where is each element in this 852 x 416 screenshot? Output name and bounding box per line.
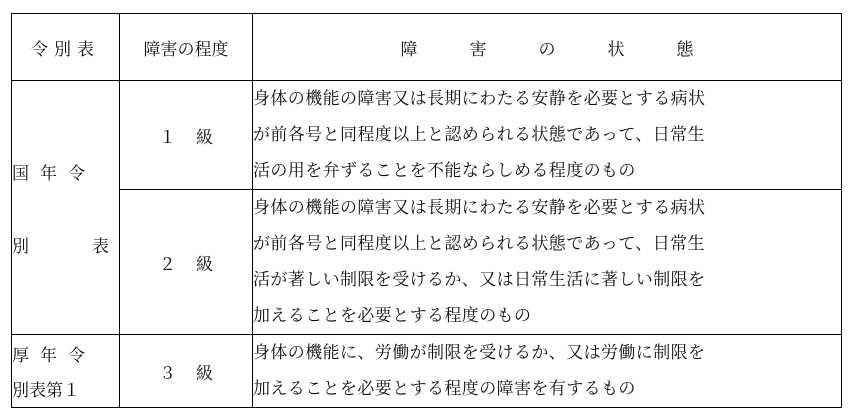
- law-section-char: 別: [12, 236, 29, 257]
- description-line: 身体の機能の障害又は長期にわたる安静を必要とする病状: [253, 198, 706, 218]
- grade-label: [149, 128, 223, 148]
- grade-number: ３: [159, 363, 176, 384]
- description-line: 身体の機能の障害又は長期にわたる安静を必要とする病状: [253, 89, 706, 109]
- description-line: 加えることを必要とする程度の障害を有するもの: [253, 379, 636, 399]
- grade-cell: [120, 190, 253, 335]
- grade-number: １: [159, 127, 176, 148]
- header-row: [12, 14, 842, 81]
- grade-label: [149, 364, 223, 384]
- table-row-grade-3: [12, 335, 842, 408]
- law-cell-welfare-pension: [12, 335, 120, 408]
- grade-label: [149, 255, 223, 275]
- table-row-grade-1: [12, 81, 842, 190]
- header-state: [253, 14, 842, 81]
- grade-unit: 級: [196, 254, 213, 275]
- header-state-char: の: [538, 39, 556, 60]
- law-section: 別表第１: [12, 381, 80, 401]
- table-row-grade-2: [12, 190, 842, 335]
- law-cell-national-pension: [12, 81, 120, 335]
- grade-unit: 級: [196, 363, 213, 384]
- header-law-table: 令別表: [12, 14, 120, 81]
- law-name: 国年令: [12, 163, 96, 184]
- grade-number: ２: [159, 254, 176, 275]
- state-description: [253, 190, 842, 335]
- description-line: 活の用を弁ずることを不能ならしめる程度のもの: [253, 161, 636, 181]
- description-line: 加えることを必要とする程度のもの: [253, 306, 532, 326]
- description-line: 活が著しい制限を受けるか、又は日常生活に著しい制限を: [253, 270, 706, 290]
- disability-grade-table-container: [11, 13, 842, 408]
- header-state-char: 態: [676, 39, 694, 60]
- description-line: が前各号と同程度以上と認められる状態であって、日常生: [253, 234, 705, 254]
- header-state-char: 害: [469, 39, 487, 60]
- grade-cell: [120, 335, 253, 408]
- description-line: が前各号と同程度以上と認められる状態であって、日常生: [253, 125, 705, 145]
- grade-unit: 級: [196, 127, 213, 148]
- description-line: 身体の機能に、労働が制限を受けるか、又は労働に制限を: [253, 343, 706, 363]
- disability-grade-table: [11, 13, 842, 408]
- grade-cell: [120, 81, 253, 190]
- header-state-char: 状: [607, 39, 625, 60]
- header-degree: 障害の程度: [120, 14, 253, 81]
- state-description: [253, 335, 842, 408]
- law-section: [12, 232, 119, 257]
- law-section-char: 表: [92, 236, 109, 257]
- state-description: [253, 81, 842, 190]
- header-state-char: 障: [400, 39, 418, 60]
- law-name: 厚年令: [12, 346, 96, 366]
